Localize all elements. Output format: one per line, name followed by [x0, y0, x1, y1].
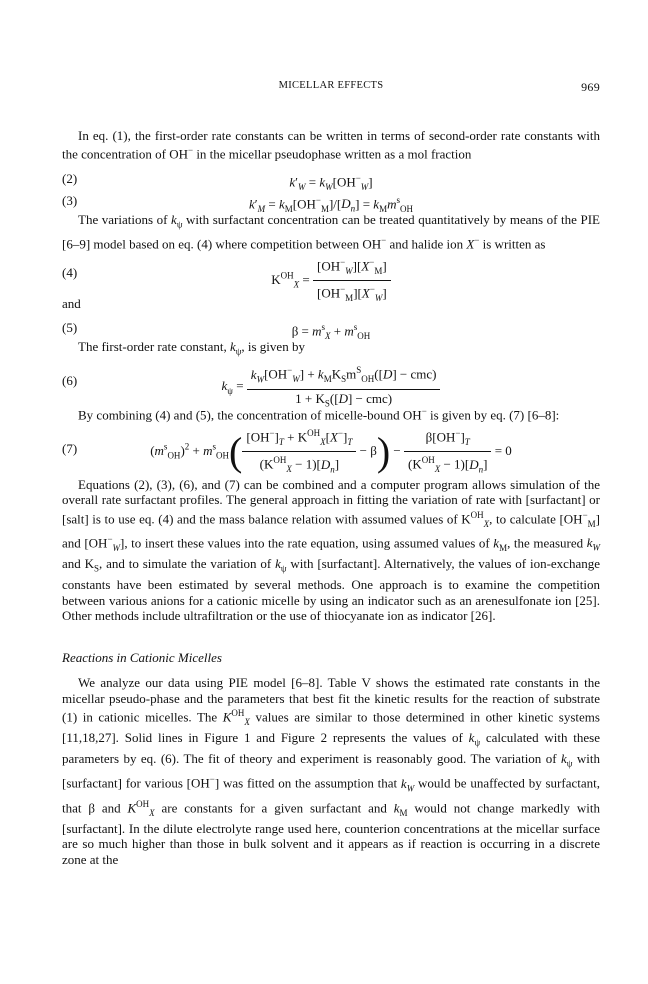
equation-number: (2)	[62, 171, 78, 187]
paragraph-variations: The variations of $k_\psi$ with surfactant concentration can be treated quantitatively by means of the PIE [6–9] model based on eq. (4) where competition between OH− and halide ion X− is written as	[62, 212, 600, 252]
equation-expression: $k'_W = k_W[OH^-_W]$	[289, 173, 373, 193]
paragraph-analysis: We analyze our data using PIE model [6–8]. Table V shows the estimated rate constants in the micellar pseudo-phase and the parameters that best fit the kinetic results for the reaction of substrate (1) in cationic micelles. The $K^{OH}_X$ values are similar to those determined in other kinetic systems [11,18,27]. Solid lines in Figure 1 and Figure 2 represents the values of $k_\psi$ calculated with these parameters by eq. (6). The fit of theory and experiment is reasonably good. The variation of $k_\psi$ with [surfactant] for various [OH−] was fitted on the assumption that $k_W$ would be unaffected by surfactant, that β and $K^{OH}_X$ are constants for a given surfactant and $k_M$ would not change markedly with [surfactant]. In the dilute electrolyte range used here, counterion concentrations at the micellar surface are so much higher than those in bulk solvent and it appears as if reaction is occurring in a discrete zone at the	[62, 675, 600, 867]
equation-number: (5)	[62, 320, 78, 336]
section-heading: Reactions in Cationic Micelles	[62, 649, 222, 665]
paragraph-and: and	[62, 295, 81, 311]
equation-number: (3)	[62, 193, 78, 209]
paragraph-intro: In eq. (1), the first-order rate constants can be written in terms of second-order rate constants with the concentration of OH− in the micellar pseudophase written as a mol fraction	[62, 128, 600, 162]
equation-3	[62, 190, 600, 215]
equation-expression: $k'_M = k_M[OH^-_M]/[D_n] = k_Mm^s_{OH}$	[248, 195, 413, 215]
equation-number: (4)	[62, 264, 78, 280]
body-text	[62, 128, 600, 867]
equation-expression: $(m^s_{OH})^2 + m^s_{OH}$( $\frac{[OH^-]_T + K^{OH}_X[X^-]_T}{(K^{OH}_X - 1)[D_n]}$ − β) − $\frac{\beta[OH^-]_T}{(K^{OH}_X - 1)[D_n]}$ = 0	[150, 428, 512, 475]
equation-number: (7)	[62, 441, 78, 457]
running-title: MICELLAR EFFECTS	[278, 80, 384, 91]
equation-expression: $\beta = m^s_X + m^s_{OH}$	[291, 322, 371, 342]
equation-6	[62, 360, 600, 409]
equation-2	[62, 168, 600, 193]
equation-5	[62, 317, 600, 342]
paragraph-combining: By combining (4) and (5), the concentration of micelle-bound OH− is given by eq. (7) [6–8]:	[78, 406, 560, 423]
equation-expression: $K^{OH}_X$ = $\frac{[OH^-_W][X^-_M]}{[OH^-_M][X^-_W]}$	[62, 255, 600, 307]
page-number: 969	[581, 80, 600, 94]
equation-7	[62, 423, 600, 477]
equation-expression: $k_\psi$ = $\frac{k_W[OH^-_W] + k_MK_Sm^S_{OH}([D] - cmc)}{1 + K_S([D] - cmc)}$	[62, 363, 600, 411]
running-head	[62, 80, 600, 96]
equation-number: (6)	[62, 373, 78, 389]
paragraph-first-order: The first-order rate constant, $k_\psi$, is given by	[78, 339, 305, 357]
paragraph-equations: Equations (2), (3), (6), and (7) can be combined and a computer program allows simulation of the overall rate surfactant profiles. The general approach in fitting the variation of rate with [surfactant] or [salt] is to use eq. (4) and the mass balance relation with assumed values of $K^{OH}_X$, to calculate $[OH^-_M]$ and $[OH^-_W]$, to insert these values into the rate equation, using assumed values of $k_M$, the measured $k_W$ and $K_S$, and to simulate the variation of $k_\psi$ with [surfactant]. Alternatively, the values of ion-exchange constants have been estimated by several methods. One approach is to examine the competition between various anions for a cationic micelle by using an indicator such as an arenesulfonate ion [25]. Other methods include ultrafiltration or the use of thiocyanate ion as indicator [26].	[62, 477, 601, 624]
